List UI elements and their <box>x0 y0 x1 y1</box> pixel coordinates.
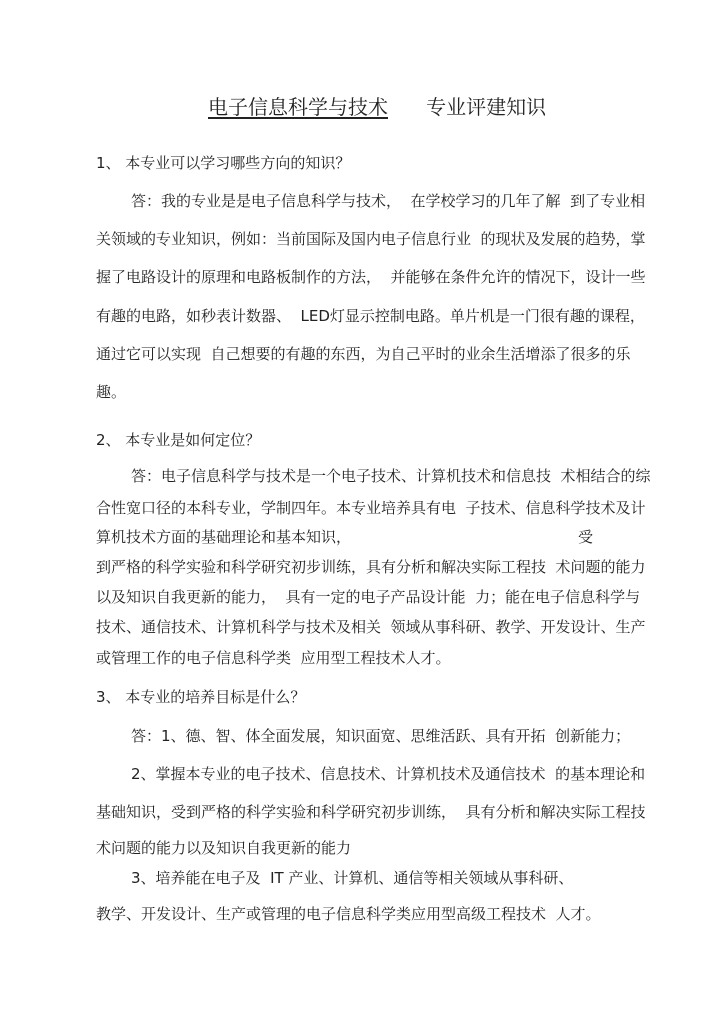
question-2: 2、 本专业是如何定位？ <box>96 431 261 449</box>
answer-2-line: 答：电子信息科学与技术是一个电子技术、计算机技术和信息技 术相结合的综 <box>131 467 651 485</box>
answer-2-line: 或管理工作的电子信息科学类 应用型工程技术人才。 <box>96 649 451 667</box>
document-title <box>208 95 546 119</box>
answer-3-line: 术问题的能力以及知识自我更新的能力 <box>96 839 352 857</box>
question-3: 3、 本专业的培养目标是什么？ <box>96 688 306 706</box>
answer-2-line: 算机技术方面的基础理论和基本知识， <box>96 528 352 546</box>
answer-3-line: 3、培养能在电子及 IT 产业、计算机、通信等相关领域从事科研、 <box>131 869 574 887</box>
answer-2-line: 受 <box>578 528 594 546</box>
title-subject: 专业评建知识 <box>426 95 547 119</box>
answer-3-line: 教学、开发设计、生产或管理的电子信息科学类应用型高级工程技术 人才。 <box>96 905 601 923</box>
answer-1-line: 答：我的专业是是电子信息科学与技术， 在学校学习的几年了解 到了专业相 <box>131 192 646 210</box>
answer-1-line: 有趣的电路，如秒表计数器、 LED灯显示控制电路。单片机是一门很有趣的课程， <box>96 307 645 325</box>
answer-1-line: 关领域的专业知识，例如：当前国际及国内电子信息行业 的现状及发展的趋势，掌 <box>96 230 646 248</box>
question-1: 1、 本专业可以学习哪些方向的知识？ <box>96 154 351 172</box>
answer-2-line: 以及知识自我更新的能力， 具有一定的电子产品设计能 力；能在电子信息科学与 <box>96 588 641 606</box>
answer-1-line: 趣。 <box>96 383 127 401</box>
answer-1-line: 通过它可以实现 自己想要的有趣的东西，为自己平时的业余生活增添了很多的乐 <box>96 345 631 363</box>
title-major: 电子信息科学与技术 <box>208 95 388 119</box>
answer-2-line: 到严格的科学实验和科学研究初步训练，具有分析和解决实际工程技 术问题的能力 <box>96 558 646 576</box>
answer-3-line: 2、掌握本专业的电子技术、信息技术、计算机技术及通信技术 的基本理论和 <box>131 765 646 783</box>
answer-2-line: 合性宽口径的本科专业，学制四年。本专业培养具有电 子技术、信息科学技术及计 <box>96 499 646 517</box>
answer-3-line: 答：1、德、智、体全面发展，知识面宽、思维活跃、具有开拓 创新能力； <box>131 727 631 745</box>
answer-2-line: 技术、通信技术、计算机科学与技术及相关 领域从事科研、教学、开发设计、生产 <box>96 618 646 636</box>
answer-3-line: 基础知识，受到严格的科学实验和科学研究初步训练， 具有分析和解决实际工程技 <box>96 803 646 821</box>
answer-1-line: 握了电路设计的原理和电路板制作的方法， 并能够在条件允许的情况下，设计一些 <box>96 268 646 286</box>
